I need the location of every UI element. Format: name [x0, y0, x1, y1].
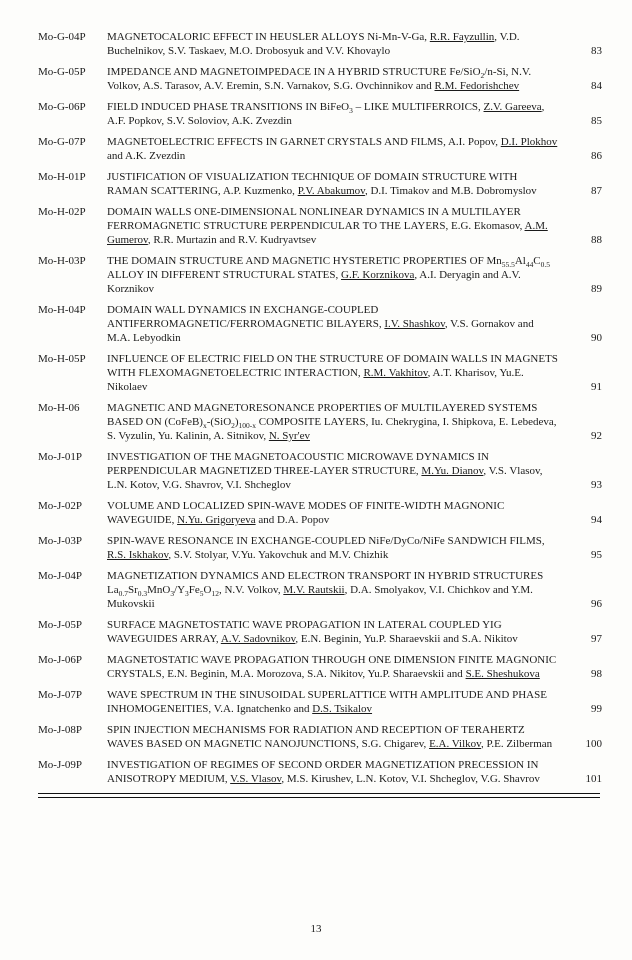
entry-title-authors: IMPEDANCE AND MAGNETOIMPEDACE IN A HYBRID STRUCTURE Fe/SiO$_2$/n-Si, N.V. Volkov, A.S. Tarasov, A.V. Eremin, S.N. Varnakov, S.G. Ovchinnikov and R.M. Fedorishchev [107, 66, 532, 92]
toc-entry [38, 135, 602, 163]
entry-page-number: 95 [591, 549, 602, 561]
toc-entry [38, 618, 602, 646]
entry-code: Mo-J-02P [38, 500, 83, 512]
toc-entry [38, 534, 602, 562]
entry-page-number: 92 [591, 430, 602, 442]
entry-code: Mo-J-01P [38, 451, 83, 463]
entry-title-authors: SURFACE MAGNETOSTATIC WAVE PROPAGATION IN LATERAL COUPLED YIG WAVEGUIDES ARRAY, A.V. Sadovnikov, E.N. Beginin, Yu.P. Sharaevskii and S.A. Nikitov [107, 619, 518, 645]
entry-title-authors: DOMAIN WALLS ONE-DIMENSIONAL NONLINEAR DYNAMICS IN A MULTILAYER FERROMAGNETIC STRUCTURE PERPENDICULAR TO THE LAYERS, E.G. Ekomasov, A.M. Gumerov, R.R. Murtazin and R.V. Kudryavtsev [107, 206, 548, 246]
entry-code: Mo-J-04P [38, 570, 83, 582]
entry-code: Mo-H-02P [38, 206, 86, 218]
entry-page-number: 99 [591, 703, 602, 715]
entry-title-authors: WAVE SPECTRUM IN THE SINUSOIDAL SUPERLATTICE WITH AMPLITUDE AND PHASE INHOMOGENEITIES, V.A. Ignatchenko and D.S. Tsikalov [107, 689, 547, 715]
toc-entry [38, 401, 602, 443]
entry-title-authors: MAGNETIZATION DYNAMICS AND ELECTRON TRANSPORT IN HYBRID STRUCTURES $La_{0.7}Sr_{0.3}MnO_3/Y_3Fe_5O_{12}$, N.V. Volkov, M.V. Rautskii, D.A. Smolyakov, V.I. Chichkov and Y.M. Mukovskii [107, 570, 544, 610]
entry-code: Mo-J-09P [38, 759, 83, 771]
entry-title-authors: VOLUME AND LOCALIZED SPIN-WAVE MODES OF FINITE-WIDTH MAGNONIC WAVEGUIDE, N.Yu. Grigoryeva and D.A. Popov [107, 500, 505, 526]
entry-title-authors: MAGNETIC AND MAGNETORESONANCE PROPERTIES OF MULTILAYERED SYSTEMS BASED ON $(CoFeB)_x-(SiO_2)_{100-x}$ COMPOSITE LAYERS, Iu. Chekrygina, I. Shipkova, E. Lebedeva, S. Vyzulin, Yu. Kalinin, A. Sitnikov, N. Syr'ev [107, 402, 557, 442]
entry-page-number: 84 [591, 80, 602, 92]
entry-page-number: 87 [591, 185, 602, 197]
footer-rule [38, 793, 600, 798]
toc-entry [38, 499, 602, 527]
toc-entry [38, 653, 602, 681]
entry-page-number: 93 [591, 479, 602, 491]
entry-title-authors: MAGNETOCALORIC EFFECT IN HEUSLER ALLOYS Ni-Mn-V-Ga, R.R. Fayzullin, V.D. Buchelnikov, S.V. Taskaev, M.O. Drobosyuk and V.V. Khovaylo [107, 31, 520, 57]
entry-code: Mo-H-05P [38, 353, 86, 365]
toc-entry [38, 254, 602, 296]
entry-page-number: 83 [591, 45, 602, 57]
entry-code: Mo-H-04P [38, 304, 86, 316]
entry-page-number: 90 [591, 332, 602, 344]
entry-code: Mo-H-06 [38, 402, 80, 414]
entry-title-authors: FIELD INDUCED PHASE TRANSITIONS IN BiFeO$_3$ – LIKE MULTIFERROICS, Z.V. Gareeva, A.F. Popkov, S.V. Soloviov, A.K. Zvezdin [107, 101, 545, 127]
entry-page-number: 86 [591, 150, 602, 162]
entry-page-number: 94 [591, 514, 602, 526]
entry-code: Mo-J-08P [38, 724, 83, 736]
entry-code: Mo-G-04P [38, 31, 86, 43]
toc-entry [38, 758, 602, 786]
entry-title-authors: THE DOMAIN STRUCTURE AND MAGNETIC HYSTERETIC PROPERTIES OF $Mn_{55.5}Al_{44}C_{0.5}$ ALLOY IN DIFFERENT STRUCTURAL STATES, G.F. Korznikova, A.I. Deryagin and A.V. Korznikov [107, 255, 550, 295]
entry-title-authors: JUSTIFICATION OF VISUALIZATION TECHNIQUE OF DOMAIN STRUCTURE WITH RAMAN SCATTERING, A.P. Kuzmenko, P.V. Abakumov, D.I. Timakov and M.B. Dobromyslov [107, 171, 537, 197]
entry-title-authors: INVESTIGATION OF THE MAGNETOACOUSTIC MICROWAVE DYNAMICS IN PERPENDICULAR MAGNETIZED THREE-LAYER STRUCTURE, M.Yu. Dianov, V.S. Vlasov, L.N. Kotov, V.G. Shavrov, V.I. Shcheglov [107, 451, 543, 491]
toc-entry [38, 688, 602, 716]
entry-code: Mo-H-03P [38, 255, 86, 267]
entry-title-authors: MAGNETOSTATIC WAVE PROPAGATION THROUGH ONE DIMENSION FINITE MAGNONIC CRYSTALS, E.N. Beginin, M.A. Morozova, S.A. Nikitov, Yu.P. Sharaevskii and S.E. Sheshukova [107, 654, 557, 680]
entry-code: Mo-G-05P [38, 66, 86, 78]
entry-page-number: 100 [585, 738, 602, 750]
entry-title-authors: MAGNETOELECTRIC EFFECTS IN GARNET CRYSTALS AND FILMS, A.I. Popov, D.I. Plokhov and A.K. Zvezdin [107, 136, 558, 162]
entry-code: Mo-H-01P [38, 171, 86, 183]
page-number: 13 [310, 923, 322, 935]
entry-code: Mo-J-06P [38, 654, 83, 666]
entry-page-number: 89 [591, 283, 602, 295]
entry-title-authors: SPIN-WAVE RESONANCE IN EXCHANGE-COUPLED NiFe/DyCo/NiFe SANDWICH FILMS, R.S. Iskhakov, S.V. Stolyar, V.Yu. Yakovchuk and M.V. Chizhik [107, 535, 545, 561]
entry-code: Mo-G-06P [38, 101, 86, 113]
toc-entry [38, 100, 602, 128]
entry-title-authors: DOMAIN WALL DYNAMICS IN EXCHANGE-COUPLED ANTIFERROMAGNETIC/FERROMAGNETIC BILAYERS, I.V. Shashkov, V.S. Gornakov and M.A. Lebyodkin [107, 304, 534, 344]
toc-entry [38, 170, 602, 198]
toc-entry [38, 205, 602, 247]
toc-entry [38, 303, 602, 345]
toc-entry [38, 30, 602, 58]
entry-code: Mo-J-05P [38, 619, 83, 631]
toc-entry [38, 569, 602, 611]
entry-page-number: 85 [591, 115, 602, 127]
entry-page-number: 101 [585, 773, 602, 785]
entry-title-authors: INVESTIGATION OF REGIMES OF SECOND ORDER MAGNETIZATION PRECESSION IN ANISOTROPY MEDIUM, V.S. Vlasov, M.S. Kirushev, L.N. Kotov, V.I. Shcheglov, V.G. Shavrov [107, 759, 540, 785]
entry-code: Mo-G-07P [38, 136, 86, 148]
toc-entry [38, 65, 602, 93]
entry-title-authors: INFLUENCE OF ELECTRIC FIELD ON THE STRUCTURE OF DOMAIN WALLS IN MAGNETS WITH FLEXOMAGNETOELECTRIC INTERACTION, R.M. Vakhitov, A.T. Kharisov, Yu.E. Nikolaev [107, 353, 558, 393]
toc-list [38, 30, 602, 786]
entry-code: Mo-J-03P [38, 535, 83, 547]
entry-page-number: 88 [591, 234, 602, 246]
toc-entry [38, 723, 602, 751]
toc-entry [38, 352, 602, 394]
entry-page-number: 98 [591, 668, 602, 680]
entry-page-number: 96 [591, 598, 602, 610]
entry-code: Mo-J-07P [38, 689, 83, 701]
entry-page-number: 97 [591, 633, 602, 645]
entry-page-number: 91 [591, 381, 602, 393]
toc-entry [38, 450, 602, 492]
entry-title-authors: SPIN INJECTION MECHANISMS FOR RADIATION AND RECEPTION OF TERAHERTZ WAVES BASED ON MAGNETIC NANOJUNCTIONS, S.G. Chigarev, E.A. Vilkov, P.E. Zilberman [107, 724, 553, 750]
